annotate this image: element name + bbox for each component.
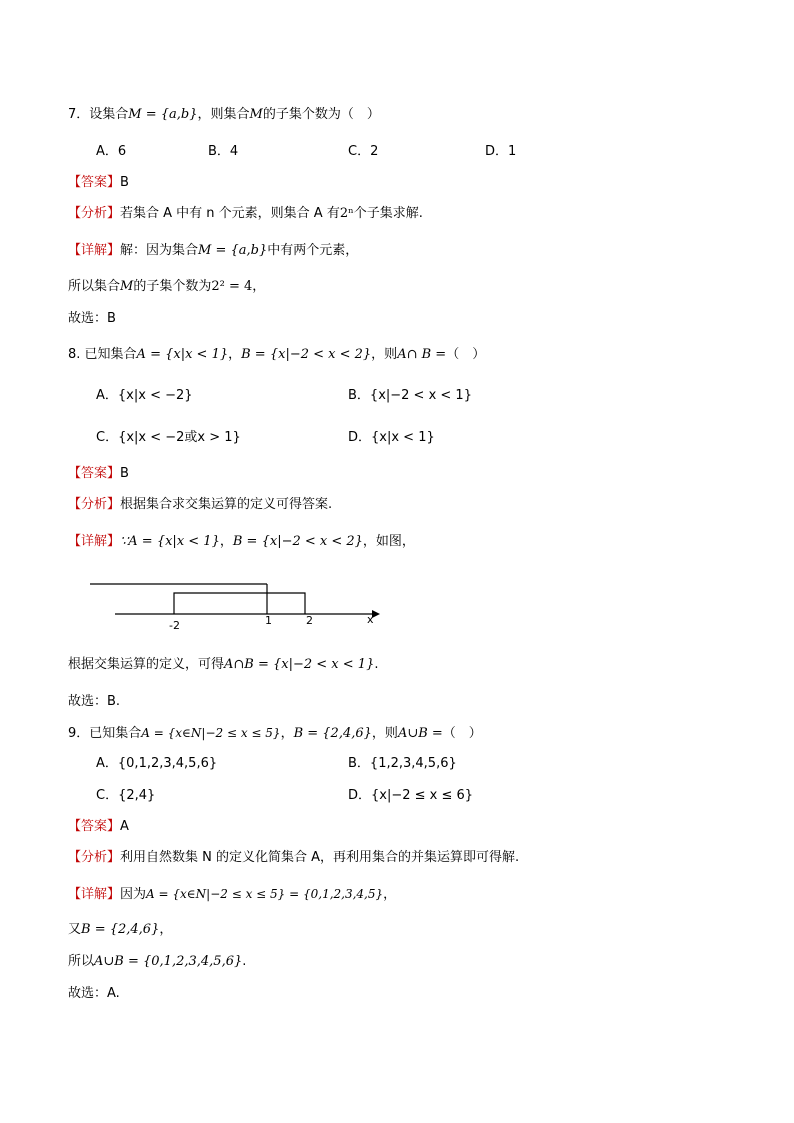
q8-option-b: B．{x|−2 < x < 1} xyxy=(348,388,472,403)
q8-stem-text: （ ） xyxy=(446,347,486,362)
q8-stem-text: ，则 xyxy=(371,347,398,362)
q9-stem-math: A∪B = xyxy=(397,726,443,741)
q9-option-d: D．{x|−2 ≤ x ≤ 6} xyxy=(348,788,474,803)
answer-tag: 【答案】 xyxy=(68,175,121,190)
detail-math: A = {x∈N|−2 ≤ x ≤ 5} = {0,1,2,3,4,5} xyxy=(146,887,384,901)
q7-answer xyxy=(68,174,129,192)
q8-result xyxy=(68,656,378,674)
detail-text: ， xyxy=(252,279,266,294)
analysis-math: 2ⁿ xyxy=(339,206,354,221)
q7-stem xyxy=(68,106,380,124)
q8-stem-math: A∩ B = xyxy=(397,347,447,362)
set-b-bracket xyxy=(174,593,305,614)
q7-stem-math: M xyxy=(249,107,263,122)
detail-text: ， xyxy=(383,887,397,902)
tick-label-2: 2 xyxy=(306,614,313,627)
detail-text: 的子集个数为 xyxy=(133,279,212,294)
q7-stem-math: M = {a,b} xyxy=(128,107,198,122)
detail-text: 中有两个元素， xyxy=(267,243,359,258)
q7-option-c: C．2 xyxy=(348,144,379,159)
axis-label-x: x xyxy=(367,613,374,626)
answer-tag: 【答案】 xyxy=(68,819,121,834)
detail-text: ，如图， xyxy=(362,534,415,549)
q9-option-a: A．{0,1,2,3,4,5,6} xyxy=(96,756,218,771)
q9-analysis xyxy=(68,849,519,867)
analysis-text: 若集合 A 中有 n 个元素，则集合 A 有 xyxy=(120,206,340,221)
analysis-tag: 【分析】 xyxy=(68,497,121,512)
detail-math: M = {a,b} xyxy=(198,243,268,258)
detail-math: B = {2,4,6} xyxy=(81,922,160,937)
analysis-tag: 【分析】 xyxy=(68,206,121,221)
detail-tag: 【详解】 xyxy=(68,887,121,902)
analysis-tag: 【分析】 xyxy=(68,850,121,865)
detail-tag: 【详解】 xyxy=(68,534,121,549)
detail-text: ， xyxy=(219,534,233,549)
q9-detail xyxy=(68,885,396,904)
q9-stem xyxy=(68,724,482,743)
detail-math: B = {x|−2 < x < 2} xyxy=(232,534,363,549)
q7-option-a: A．6 xyxy=(96,144,127,159)
detail-text: 解：因为集合 xyxy=(120,243,199,258)
q9-option-b: B．{1,2,3,4,5,6} xyxy=(348,756,457,771)
detail-text: ， xyxy=(159,922,173,937)
q7-choose: 故选：B xyxy=(68,311,116,326)
q9-stem-text: ，则 xyxy=(371,726,398,741)
q7-analysis xyxy=(68,205,423,223)
detail-text: 又 xyxy=(68,922,82,937)
analysis-text: 利用自然数集 N 的定义化简集合 A，再利用集合的并集运算即可得解. xyxy=(120,850,520,865)
q7-stem-text: 7．设集合 xyxy=(68,107,129,122)
q8-option-c: C．{x|x < −2或x > 1} xyxy=(96,430,241,445)
q8-stem-text: 8. 已知集合 xyxy=(68,347,137,362)
answer-value: B xyxy=(120,175,129,190)
detail-math: M xyxy=(120,279,134,294)
detail-math: ∵A = {x|x < 1} xyxy=(120,534,220,549)
detail-text: 所以 xyxy=(68,954,95,969)
q9-stem-text: （ ） xyxy=(442,726,482,741)
q9-detail-line2 xyxy=(68,921,172,939)
q8-choose: 故选：B. xyxy=(68,694,121,709)
q9-answer xyxy=(68,818,129,836)
q7-stem-text: ，则集合 xyxy=(197,107,250,122)
q8-option-a: A．{x|x < −2} xyxy=(96,388,193,403)
q9-detail-line3 xyxy=(68,953,246,971)
detail-text: 所以集合 xyxy=(68,279,121,294)
tick-label-neg2: -2 xyxy=(169,619,180,632)
q8-stem-math: B = {x|−2 < x < 2} xyxy=(241,347,372,362)
answer-value: A xyxy=(120,819,129,834)
q8-detail xyxy=(68,533,415,551)
q9-stem-math: A = {x∈N|−2 ≤ x ≤ 5} xyxy=(141,726,281,740)
q8-answer xyxy=(68,465,129,483)
q9-stem-text: ， xyxy=(280,726,294,741)
q7-option-b: B．4 xyxy=(208,144,239,159)
q8-stem-text: ， xyxy=(228,347,242,362)
detail-text: . xyxy=(242,954,247,969)
q9-stem-math: B = {2,4,6} xyxy=(293,726,372,741)
q8-analysis xyxy=(68,496,332,514)
answer-tag: 【答案】 xyxy=(68,466,121,481)
detail-tag: 【详解】 xyxy=(68,243,121,258)
q7-detail xyxy=(68,242,358,260)
detail-math: A∩B = {x|−2 < x < 1} xyxy=(224,657,375,672)
detail-text: . xyxy=(374,657,379,672)
detail-math: A∪B = {0,1,2,3,4,5,6} xyxy=(94,954,243,969)
q7-option-d: D．1 xyxy=(485,144,517,159)
detail-math: 2² = 4 xyxy=(211,279,253,294)
q7-detail-line2 xyxy=(68,278,265,296)
answer-value: B xyxy=(120,466,129,481)
q9-option-c: C．{2,4} xyxy=(96,788,156,803)
q7-stem-text: 的子集个数为（ ） xyxy=(262,107,380,122)
tick-label-1: 1 xyxy=(265,614,272,627)
analysis-text: 个子集求解. xyxy=(353,206,423,221)
detail-text: 因为 xyxy=(120,887,147,902)
number-line-figure xyxy=(80,575,390,635)
q9-choose: 故选：A. xyxy=(68,986,120,1001)
q8-stem-math: A = {x|x < 1} xyxy=(136,347,229,362)
analysis-text: 根据集合求交集运算的定义可得答案. xyxy=(120,497,333,512)
detail-text: 根据交集运算的定义，可得 xyxy=(68,657,225,672)
q9-stem-text: 9．已知集合 xyxy=(68,726,142,741)
q8-option-d: D．{x|x < 1} xyxy=(348,430,435,445)
q8-stem xyxy=(68,346,485,364)
